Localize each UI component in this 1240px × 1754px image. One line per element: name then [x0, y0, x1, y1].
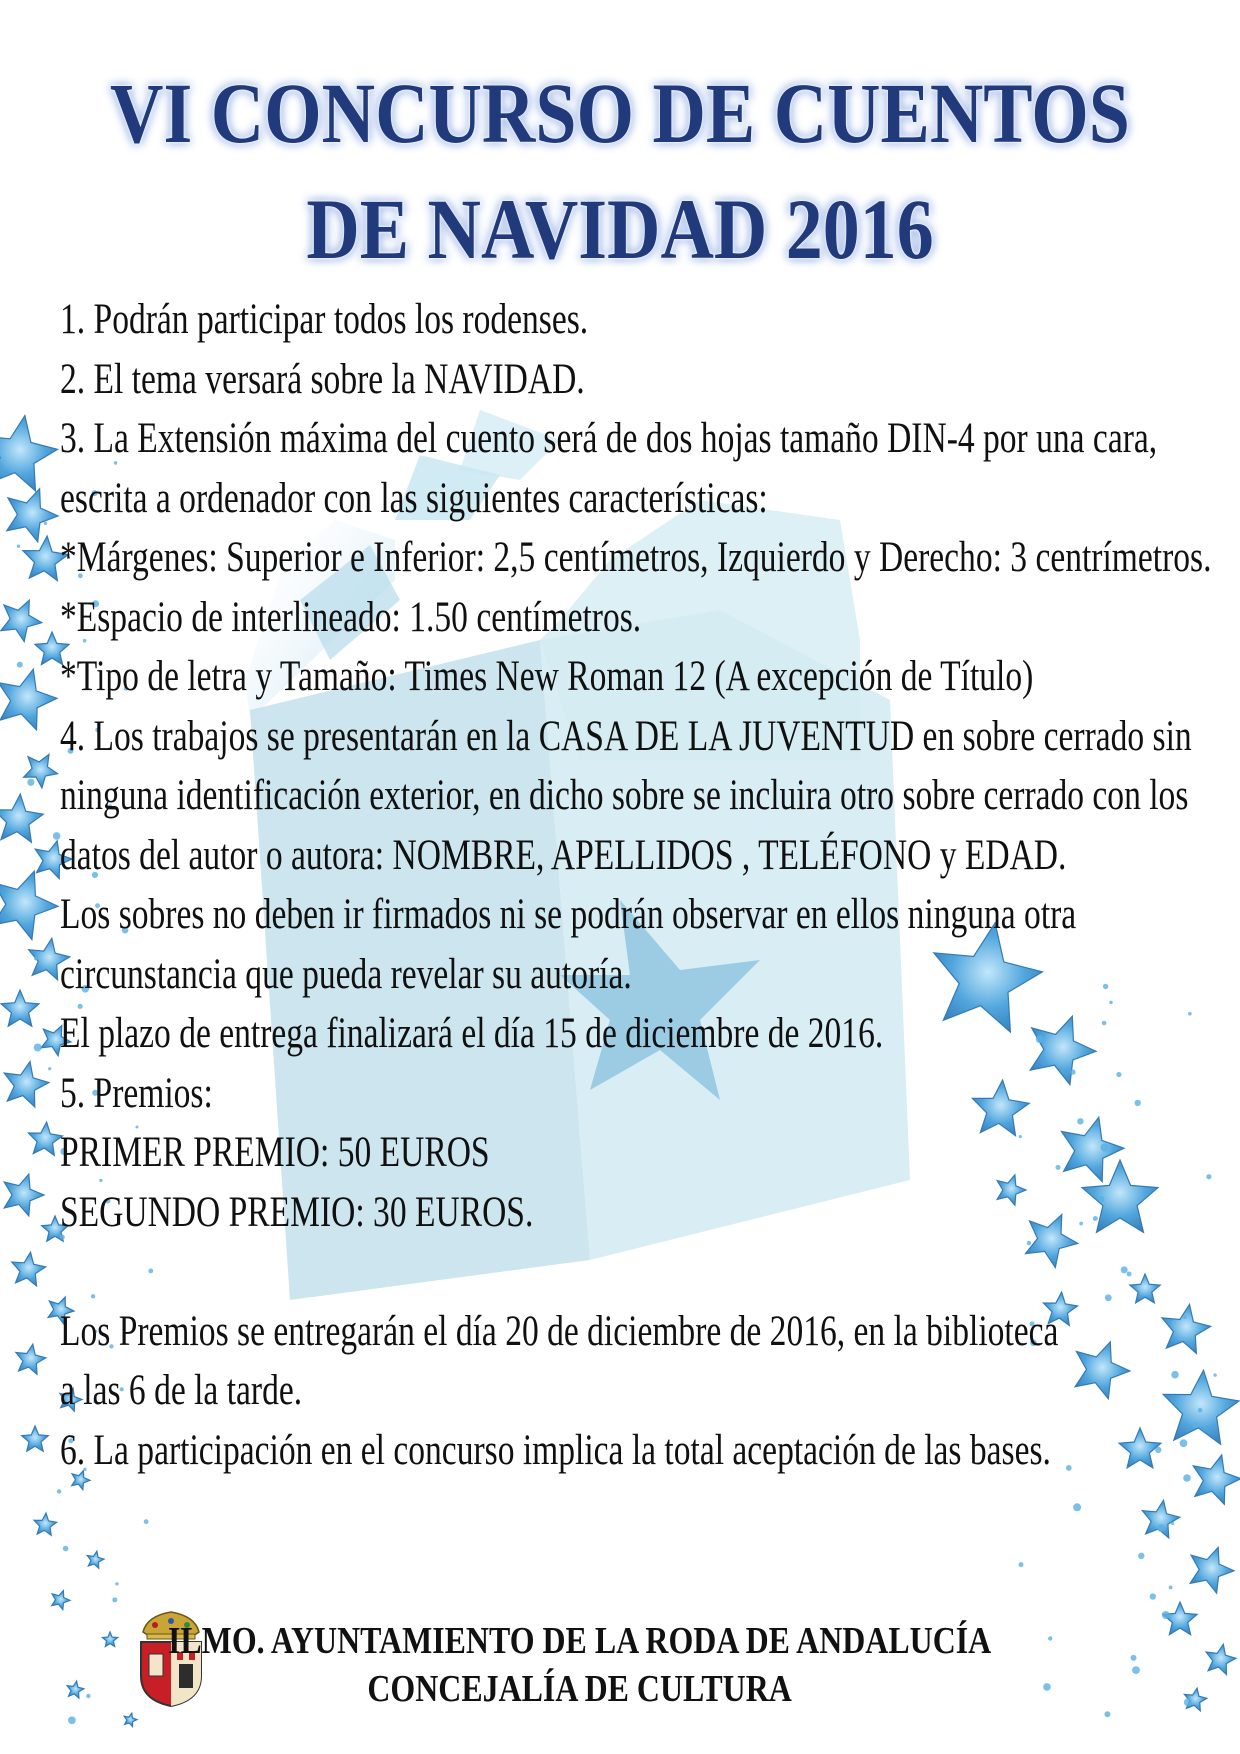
star-icon	[0, 794, 43, 842]
sparkle-dot	[1213, 1373, 1216, 1376]
sparkle-dot	[34, 957, 37, 960]
sparkle-dot	[1093, 1216, 1098, 1221]
rule-line: 6. La participación en el concurso implica la total aceptación de las bases.	[60, 1426, 1051, 1474]
rule-line: datos del autor o autora: NOMBRE, APELLIDOS , TELÉFONO y EDAD.	[60, 831, 1067, 879]
sparkle-dot	[1183, 1315, 1187, 1319]
sparkle-dot	[1121, 1266, 1128, 1273]
sparkle-dot	[68, 1716, 76, 1724]
sparkle-dot	[34, 1044, 42, 1052]
rule-line: 2. El tema versará sobre la NAVIDAD.	[60, 355, 585, 403]
rule-line: ninguna identificación exterior, en dicho sobre se incluira otro sobre cerrado con los	[60, 772, 1189, 819]
star-icon	[22, 1426, 49, 1451]
sparkle-dot	[1073, 1503, 1081, 1511]
sparkle-dot	[63, 1546, 69, 1552]
sparkle-dot	[17, 545, 20, 548]
title-line-2: DE NAVIDAD 2016	[306, 181, 934, 277]
rule-line: Los sobres no deben ir firmados ni se podrán observar en ellos ninguna otra	[60, 891, 1077, 938]
sparkle-dot	[1180, 1439, 1188, 1447]
sparkle-dot	[112, 1597, 117, 1602]
star-icon	[34, 1513, 57, 1535]
sparkle-dot	[1171, 1371, 1179, 1379]
star-icon	[0, 416, 58, 491]
rule-line: *Márgenes: Superior e Inferior: 2,5 centímetros, Izquierdo y Derecho: 3 centrímetros.	[60, 534, 1212, 581]
star-icon	[1193, 1455, 1240, 1504]
footer-line-2: CONCEJALÍA DE CULTURA	[367, 1668, 792, 1710]
sparkle-dot	[1109, 1001, 1113, 1005]
footer-line-1: ILMO. AYUNTAMIENTO DE LA RODA DE ANDALUCÍA	[167, 1620, 992, 1662]
rule-line: *Espacio de interlineado: 1.50 centímetros.	[60, 593, 642, 641]
sparkle-dot	[1155, 1447, 1161, 1453]
page-title	[87, 55, 1153, 287]
star-icon	[1, 990, 39, 1026]
star-icon	[0, 669, 57, 730]
rule-line: escrita a ordenador con las siguientes características:	[60, 474, 768, 522]
star-icon	[16, 1344, 46, 1374]
prize-line: SEGUNDO PREMIO: 30 EUROS.	[60, 1188, 534, 1236]
star-icon	[1, 600, 42, 642]
sparkle-dot	[44, 522, 47, 525]
sparkle-dot	[1150, 1593, 1156, 1599]
sparkle-dot	[27, 779, 34, 786]
rule-line: *Tipo de letra y Tamaño: Times New Roman 12 (A excepción de Título)	[60, 653, 1034, 700]
rule-line: El plazo de entrega finalizará el día 15 de diciembre de 2016.	[60, 1010, 884, 1057]
star-icon	[4, 1174, 44, 1216]
star-icon	[1206, 1644, 1236, 1674]
star-icon	[124, 1713, 137, 1726]
star-icon	[0, 871, 58, 939]
sparkle-dot	[1103, 984, 1108, 989]
prize-line: PRIMER PREMIO: 50 EUROS	[60, 1129, 490, 1176]
sparkle-dot	[1188, 1012, 1192, 1016]
star-icon	[1190, 1547, 1234, 1593]
rule-line: 3. La Extensión máxima del cuento será de dos hojas tamaño DIN-4 por una cara,	[60, 415, 1158, 462]
star-icon	[1142, 1500, 1180, 1538]
sparkle-dot	[1127, 1272, 1132, 1277]
sparkle-dot	[57, 1489, 61, 1493]
sparkle-dot	[1102, 1021, 1107, 1026]
sparkle-dot	[1105, 1294, 1112, 1301]
title-line-1: VI CONCURSO DE CUENTOS	[110, 65, 1130, 161]
star-icon	[28, 1122, 62, 1155]
footer-signature	[0, 1617, 1159, 1713]
star-icon	[7, 489, 58, 542]
rule-line: 1. Podrán participar todos los rodenses.	[60, 296, 589, 343]
star-icon	[1130, 1274, 1160, 1303]
sparkle-dot	[1183, 1474, 1191, 1482]
sparkle-dot	[1169, 1586, 1173, 1590]
star-icon	[1162, 1304, 1211, 1353]
star-icon	[4, 1062, 49, 1107]
sparkle-dot	[1162, 1611, 1170, 1619]
rule-line: Los Premios se entregarán el día 20 de diciembre de 2016, en la biblioteca	[60, 1307, 1059, 1355]
sparkle-dot	[144, 1519, 149, 1524]
rule-line: circunstancia que pueda revelar su autoría.	[60, 950, 632, 998]
sparkle-dot	[1101, 1144, 1109, 1152]
sparkle-dot	[1184, 1698, 1192, 1706]
rule-line: a las 6 de la tarde.	[60, 1367, 303, 1414]
sparkle-dot	[1138, 1553, 1144, 1559]
blank-line	[60, 1242, 1090, 1302]
sparkle-dot	[1135, 1100, 1141, 1106]
sparkle-dot	[1198, 1408, 1203, 1413]
sparkle-dot	[1206, 1174, 1211, 1179]
sparkle-dot	[1193, 1422, 1199, 1428]
sparkle-dot	[1019, 1562, 1024, 1567]
star-icon	[1163, 1370, 1239, 1444]
sparkle-dot	[17, 662, 23, 668]
contest-rules	[60, 290, 1212, 1480]
star-icon	[1119, 1428, 1161, 1468]
rule-line: 5. Premios:	[60, 1069, 213, 1117]
star-icon	[52, 1591, 70, 1610]
sparkle-dot	[1116, 1072, 1121, 1077]
sparkle-dot	[1098, 1196, 1104, 1202]
sparkle-dot	[1171, 1522, 1174, 1525]
star-icon	[87, 1551, 104, 1568]
star-icon	[12, 1252, 46, 1286]
sparkle-dot	[115, 1582, 118, 1585]
rule-line: 4. Los trabajos se presentarán en la CASA DE LA JUVENTUD en sobre cerrado sin	[60, 712, 1192, 760]
sparkle-dot	[1157, 1524, 1165, 1532]
sparkle-dot	[48, 1067, 51, 1070]
